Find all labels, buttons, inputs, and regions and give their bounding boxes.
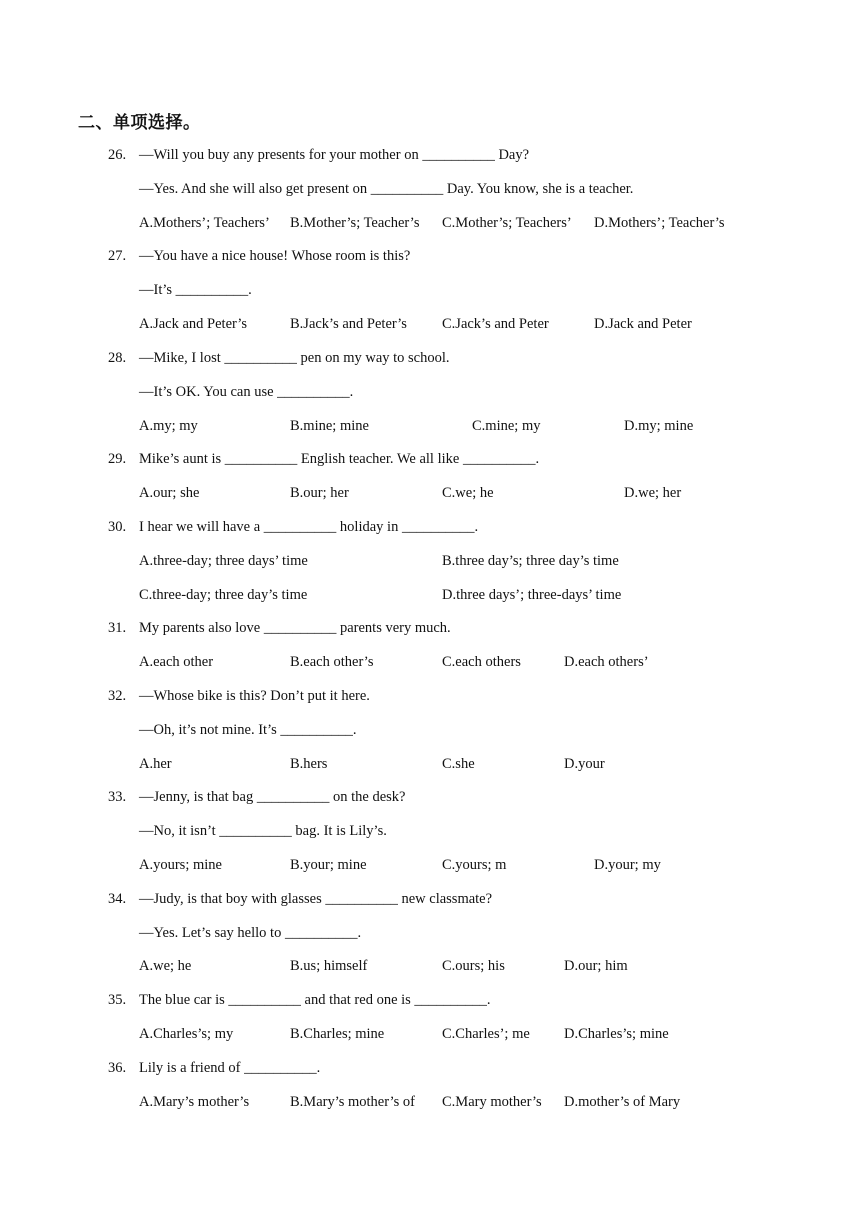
- option-b: B.hers: [290, 756, 328, 772]
- option-c: C.she: [442, 756, 475, 772]
- question-text: —Yes. Let’s say hello to __________.: [139, 925, 362, 941]
- option-a: A.her: [139, 756, 172, 772]
- section-title: 二、单项选择。: [78, 113, 201, 133]
- question-number: 36.: [108, 1060, 127, 1076]
- option-a: A.Jack and Peter’s: [139, 316, 248, 332]
- option-b: B.Mary’s mother’s of: [290, 1094, 415, 1110]
- option-b: B.mine; mine: [290, 418, 369, 434]
- option-d: D.my; mine: [624, 418, 694, 434]
- option-c: C.we; he: [442, 485, 494, 501]
- question-text: —Jenny, is that bag __________ on the desk?: [139, 789, 406, 805]
- question-text: —No, it isn’t __________ bag. It is Lily’s.: [139, 823, 387, 839]
- option-a: A.Charles’s; my: [139, 1026, 234, 1042]
- option-d: D.Jack and Peter: [594, 316, 692, 332]
- option-a: A.our; she: [139, 485, 200, 501]
- option-c: C.yours; m: [442, 857, 507, 873]
- option-d: D.our; him: [564, 958, 628, 974]
- question-text: —Mike, I lost __________ pen on my way to school.: [139, 350, 450, 366]
- question-text: My parents also love __________ parents very much.: [139, 620, 451, 636]
- option-a: A.Mary’s mother’s: [139, 1094, 250, 1110]
- option-d: D.your; my: [594, 857, 661, 873]
- option-b: B.your; mine: [290, 857, 367, 873]
- option-d: D.your: [564, 756, 605, 772]
- question-number: 32.: [108, 688, 127, 704]
- question-number: 31.: [108, 620, 127, 636]
- question-text: —Will you buy any presents for your mother on __________ Day?: [139, 147, 530, 163]
- question-number: 28.: [108, 350, 127, 366]
- option-a: A.three-day; three days’ time: [139, 553, 308, 569]
- question-number: 30.: [108, 519, 127, 535]
- option-b: B.three day’s; three day’s time: [442, 553, 619, 569]
- option-b: B.each other’s: [290, 654, 374, 670]
- option-c: C.ours; his: [442, 958, 505, 974]
- option-c: C.three-day; three day’s time: [139, 587, 308, 603]
- question-text: —Whose bike is this? Don’t put it here.: [139, 688, 370, 704]
- question-text: —Judy, is that boy with glasses __________ new classmate?: [139, 891, 493, 907]
- option-b: B.Jack’s and Peter’s: [290, 316, 407, 332]
- option-c: C.Jack’s and Peter: [442, 316, 549, 332]
- option-a: A.Mothers’; Teachers’: [139, 215, 270, 231]
- question-text: The blue car is __________ and that red one is __________.: [139, 992, 491, 1008]
- question-text: I hear we will have a __________ holiday in __________.: [139, 519, 479, 535]
- option-b: B.Charles; mine: [290, 1026, 385, 1042]
- option-d: D.each others’: [564, 654, 649, 670]
- option-b: B.our; her: [290, 485, 349, 501]
- option-c: C.Mother’s; Teachers’: [442, 215, 572, 231]
- option-d: D.three days’; three-days’ time: [442, 587, 622, 603]
- option-c: C.Charles’; me: [442, 1026, 530, 1042]
- question-number: 29.: [108, 451, 127, 467]
- option-d: D.Mothers’; Teacher’s: [594, 215, 725, 231]
- option-d: D.we; her: [624, 485, 682, 501]
- question-number: 35.: [108, 992, 127, 1008]
- question-text: —You have a nice house! Whose room is this?: [139, 248, 411, 264]
- option-a: A.we; he: [139, 958, 192, 974]
- question-text: —It’s OK. You can use __________.: [139, 384, 354, 400]
- question-text: —It’s __________.: [139, 282, 252, 298]
- question-text: —Yes. And she will also get present on __________ Day. You know, she is a teacher.: [139, 181, 634, 197]
- option-c: C.Mary mother’s: [442, 1094, 542, 1110]
- option-b: B.us; himself: [290, 958, 368, 974]
- question-number: 26.: [108, 147, 127, 163]
- option-b: B.Mother’s; Teacher’s: [290, 215, 420, 231]
- question-text: —Oh, it’s not mine. It’s __________.: [139, 722, 357, 738]
- option-c: C.mine; my: [472, 418, 541, 434]
- option-a: A.each other: [139, 654, 214, 670]
- question-number: 27.: [108, 248, 127, 264]
- option-d: D.Charles’s; mine: [564, 1026, 669, 1042]
- option-a: A.yours; mine: [139, 857, 222, 873]
- option-c: C.each others: [442, 654, 521, 670]
- question-number: 33.: [108, 789, 127, 805]
- question-text: Lily is a friend of __________.: [139, 1060, 321, 1076]
- question-text: Mike’s aunt is __________ English teacher. We all like __________.: [139, 451, 540, 467]
- option-d: D.mother’s of Mary: [564, 1094, 681, 1110]
- question-number: 34.: [108, 891, 127, 907]
- option-a: A.my; my: [139, 418, 198, 434]
